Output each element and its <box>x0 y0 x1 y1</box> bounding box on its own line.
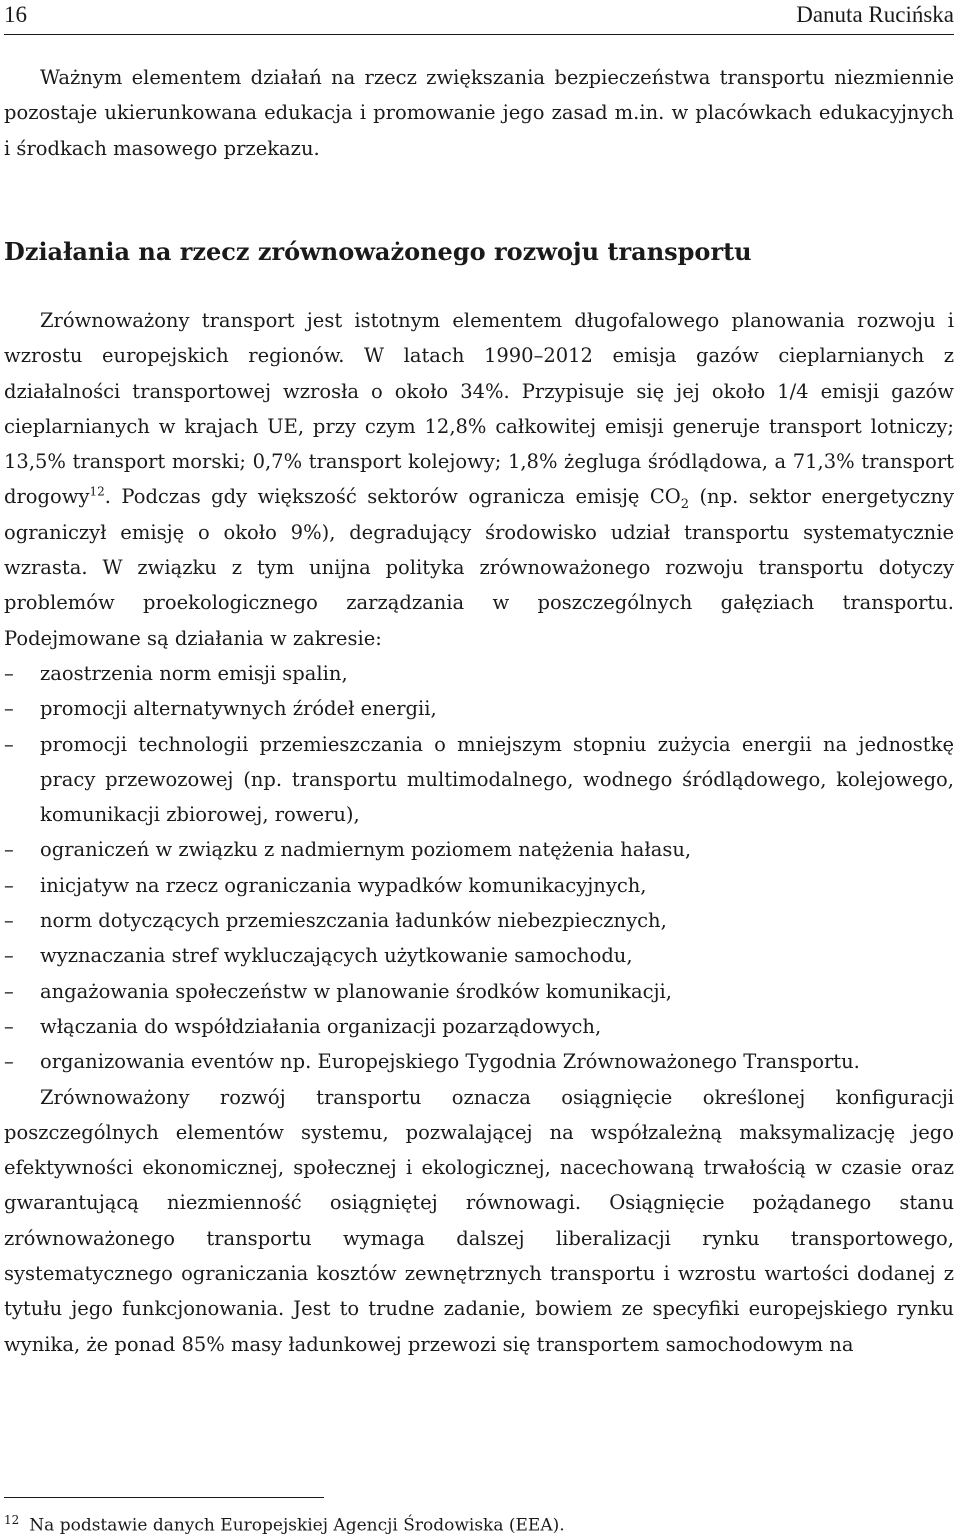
list-item <box>4 938 954 973</box>
list-item-text: promocji technologii przemieszczania o mniejszym stopniu zużycia energii na jednostkę pracy przewozowej (np. transportu multimodalnego, wodnego śródlądowego, kolejowego, komunikacji zbiorowej, roweru), <box>40 732 954 827</box>
paragraph-emissions-part1: Zrównoważony transport jest istotnym elementem długofalowego planowania rozwoju i wzrostu europejskich regionów. W latach 1990–2012 emisja gazów cieplarnianych z działalności transportowej wzrosła o około 34%. Przypisuje się jej około 1/4 emisji gazów cieplarnianych w krajach UE, przy czym 12,8% całkowitej emisji generuje transport lotniczy; 13,5% transport morski; 0,7% transport kolejowy; 1,8% żegluga śródlądowa, a 71,3% transport drogowy <box>4 309 954 509</box>
dash-bullet: – <box>4 732 14 756</box>
dash-bullet: – <box>4 1014 14 1038</box>
paragraph-sustainable-development: Zrównoważony rozwój transportu oznacza osiągnięcie określonej konfiguracji poszczególnych elementów systemu, pozwalającej na współzależną maksymalizację jego efektywności ekonomicznej, społecznej i ekologicznej, nacechowaną trwałością w czasie oraz gwarantującą niezmienność osiągniętej równowagi. Osiągnięcie pożądanego stanu zrównoważonego transportu wymaga dalszej liberalizacji rynku transportowego, systematycznego ograniczania kosztów zewnętrznych transportu i wzrostu wartości dodanej z tytułu jego funkcjonowania. Jest to trudne zadanie, bowiem ze specyfiki europejskiego rynku wynika, że ponad 85% masy ładunkowej przewozi się transportem samochodowym na <box>4 1085 954 1356</box>
list-item-text: inicjatyw na rzecz ograniczania wypadków komunikacyjnych, <box>40 873 647 897</box>
footnote-reference[interactable]: 12 <box>89 484 105 499</box>
running-author: Danuta Rucińska <box>796 2 954 27</box>
dash-bullet: – <box>4 697 14 721</box>
footnote-text: Na podstawie danych Europejskiej Agencji Środowiska (EEA). <box>29 1515 565 1536</box>
intro-paragraph: Ważnym elementem działań na rzecz zwiększania bezpieczeństwa transportu niezmiennie pozostaje ukierunkowana edukacja i promowanie jego zasad m.in. w placówkach edukacyjnych i środkach masowego przekazu. <box>4 66 954 160</box>
footnote <box>4 1508 954 1538</box>
action-list <box>4 656 954 1080</box>
paragraph-emissions-part2: . Podczas gdy większość sektorów ogranicza emisję CO <box>104 485 681 509</box>
subscript-2: 2 <box>680 497 690 513</box>
list-item-text: wyznaczania stref wykluczających użytkowanie samochodu, <box>40 944 633 968</box>
dash-bullet: – <box>4 944 14 968</box>
list-item <box>4 868 954 903</box>
section-body <box>4 303 954 1362</box>
list-item <box>4 903 954 938</box>
page-number: 16 <box>4 2 27 27</box>
running-header <box>4 2 954 34</box>
section-heading: Działania na rzecz zrównoważonego rozwoju transportu <box>4 237 752 266</box>
list-item-text: zaostrzenia norm emisji spalin, <box>40 661 348 685</box>
dash-bullet: – <box>4 661 14 685</box>
dash-bullet: – <box>4 909 14 933</box>
list-item-text: organizowania eventów np. Europejskiego Tygodnia Zrównoważonego Transportu. <box>40 1050 860 1074</box>
list-item <box>4 727 954 833</box>
header-rule <box>4 34 954 35</box>
paragraph-emissions <box>4 303 954 656</box>
list-item <box>4 656 954 691</box>
list-item <box>4 1044 954 1079</box>
list-item-text: angażowania społeczeństw w planowanie środków komunikacji, <box>40 979 672 1003</box>
list-item-text: włączania do współdziałania organizacji pozarządowych, <box>40 1014 602 1038</box>
dash-bullet: – <box>4 838 14 862</box>
footnote-rule <box>4 1497 324 1498</box>
list-item-text: norm dotyczących przemieszczania ładunków niebezpiecznych, <box>40 909 667 933</box>
list-item-text: ograniczeń w związku z nadmiernym poziomem natężenia hałasu, <box>40 838 692 862</box>
dash-bullet: – <box>4 1050 14 1074</box>
list-item <box>4 974 954 1009</box>
paragraph-emissions-part3: (np. sektor energetyczny ograniczył emisję o około 9%), degradujący środowisko udział transportu systematycznie wzrasta. W związku z tym unijna polityka zrównoważonego rozwoju transportu dotyczy problemów proekologicznego zarządzania w poszczególnych gałęziach transportu. Podejmowane są działania w zakresie: <box>4 485 955 650</box>
list-item <box>4 1009 954 1044</box>
list-item-text: promocji alternatywnych źródeł energii, <box>40 697 437 721</box>
list-item <box>4 691 954 726</box>
footnote-number: 12 <box>4 1513 20 1527</box>
dash-bullet: – <box>4 873 14 897</box>
dash-bullet: – <box>4 979 14 1003</box>
list-item <box>4 832 954 867</box>
